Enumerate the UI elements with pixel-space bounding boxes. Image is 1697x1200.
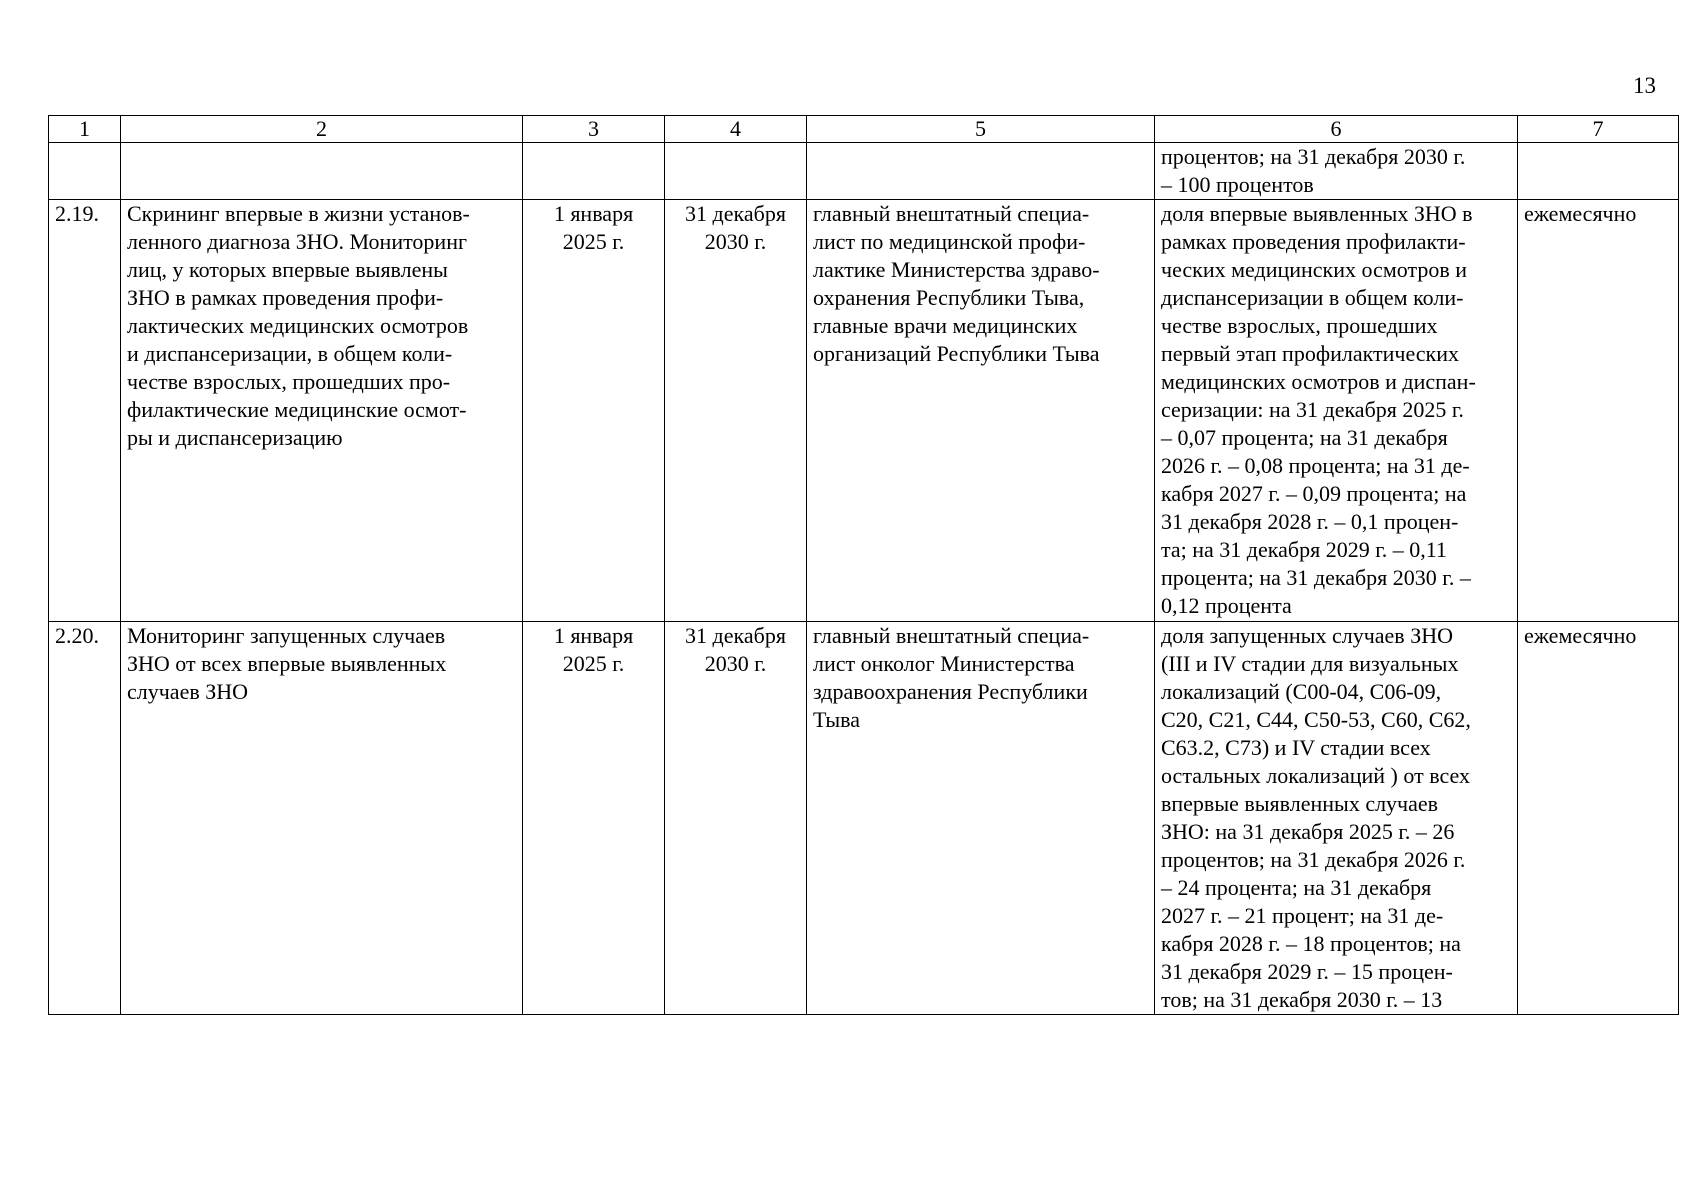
row-number: 2.20. xyxy=(49,622,121,1015)
end-date xyxy=(665,143,807,200)
plan-table xyxy=(48,115,1679,1015)
page-number: 13 xyxy=(1633,73,1656,98)
responsible: главный внештатный специа- лист онколог Министерства здравоохранения Республики Тыва xyxy=(807,622,1155,1015)
column-number: 3 xyxy=(523,116,665,143)
indicator: доля запущенных случаев ЗНО (III и IV стадии для визуальных локализаций (С00-04, С06-09, С20, С21, С44, С50-53, С60, С62, С63.2, С73) и IV стадии всех остальных локализаций ) от всех впервые выявленных случаев ЗНО: на 31 декабря 2025 г. – 26 процентов; на 31 декабря 2026 г. – 24 процента; на 31 декабря 2027 г. – 21 процент; на 31 де- кабря 2028 г. – 18 процентов; на 31 декабря 2029 г. – 15 процен- тов; на 31 декабря 2030 г. – 13 xyxy=(1155,622,1518,1015)
table-row xyxy=(49,622,1679,1015)
column-number: 2 xyxy=(121,116,523,143)
column-number: 6 xyxy=(1155,116,1518,143)
frequency: ежемесячно xyxy=(1518,622,1679,1015)
column-number-row xyxy=(49,116,1679,143)
end-date: 31 декабря 2030 г. xyxy=(665,622,807,1015)
column-number: 7 xyxy=(1518,116,1679,143)
start-date: 1 января 2025 г. xyxy=(523,200,665,622)
row-number: 2.19. xyxy=(49,200,121,622)
event-name xyxy=(121,143,523,200)
start-date: 1 января 2025 г. xyxy=(523,622,665,1015)
column-number: 1 xyxy=(49,116,121,143)
row-number xyxy=(49,143,121,200)
indicator: процентов; на 31 декабря 2030 г. – 100 процентов xyxy=(1155,143,1518,200)
frequency: ежемесячно xyxy=(1518,200,1679,622)
column-number: 4 xyxy=(665,116,807,143)
event-name: Мониторинг запущенных случаев ЗНО от всех впервые выявленных случаев ЗНО xyxy=(121,622,523,1015)
frequency xyxy=(1518,143,1679,200)
table-row xyxy=(49,200,1679,622)
indicator: доля впервые выявленных ЗНО в рамках проведения профилакти- ческих медицинских осмотров и диспансеризации в общем коли- честве взрослых, прошедших первый этап профилактических медицинских осмотров и диспан- серизации: на 31 декабря 2025 г. – 0,07 процента; на 31 декабря 2026 г. – 0,08 процента; на 31 де- кабря 2027 г. – 0,09 процента; на 31 декабря 2028 г. – 0,1 процен- та; на 31 декабря 2029 г. – 0,11 процента; на 31 декабря 2030 г. – 0,12 процента xyxy=(1155,200,1518,622)
event-name: Скрининг впервые в жизни установ- ленного диагноза ЗНО. Мониторинг лиц, у которых впервые выявлены ЗНО в рамках проведения профи- лактических медицинских осмотров и диспансеризации, в общем коли- честве взрослых, прошедших про- филактические медицинские осмот- ры и диспансеризацию xyxy=(121,200,523,622)
column-number: 5 xyxy=(807,116,1155,143)
start-date xyxy=(523,143,665,200)
responsible: главный внештатный специа- лист по медицинской профи- лактике Министерства здраво- охранения Республики Тыва, главные врачи медицинских организаций Республики Тыва xyxy=(807,200,1155,622)
table-row xyxy=(49,143,1679,200)
end-date: 31 декабря 2030 г. xyxy=(665,200,807,622)
responsible xyxy=(807,143,1155,200)
